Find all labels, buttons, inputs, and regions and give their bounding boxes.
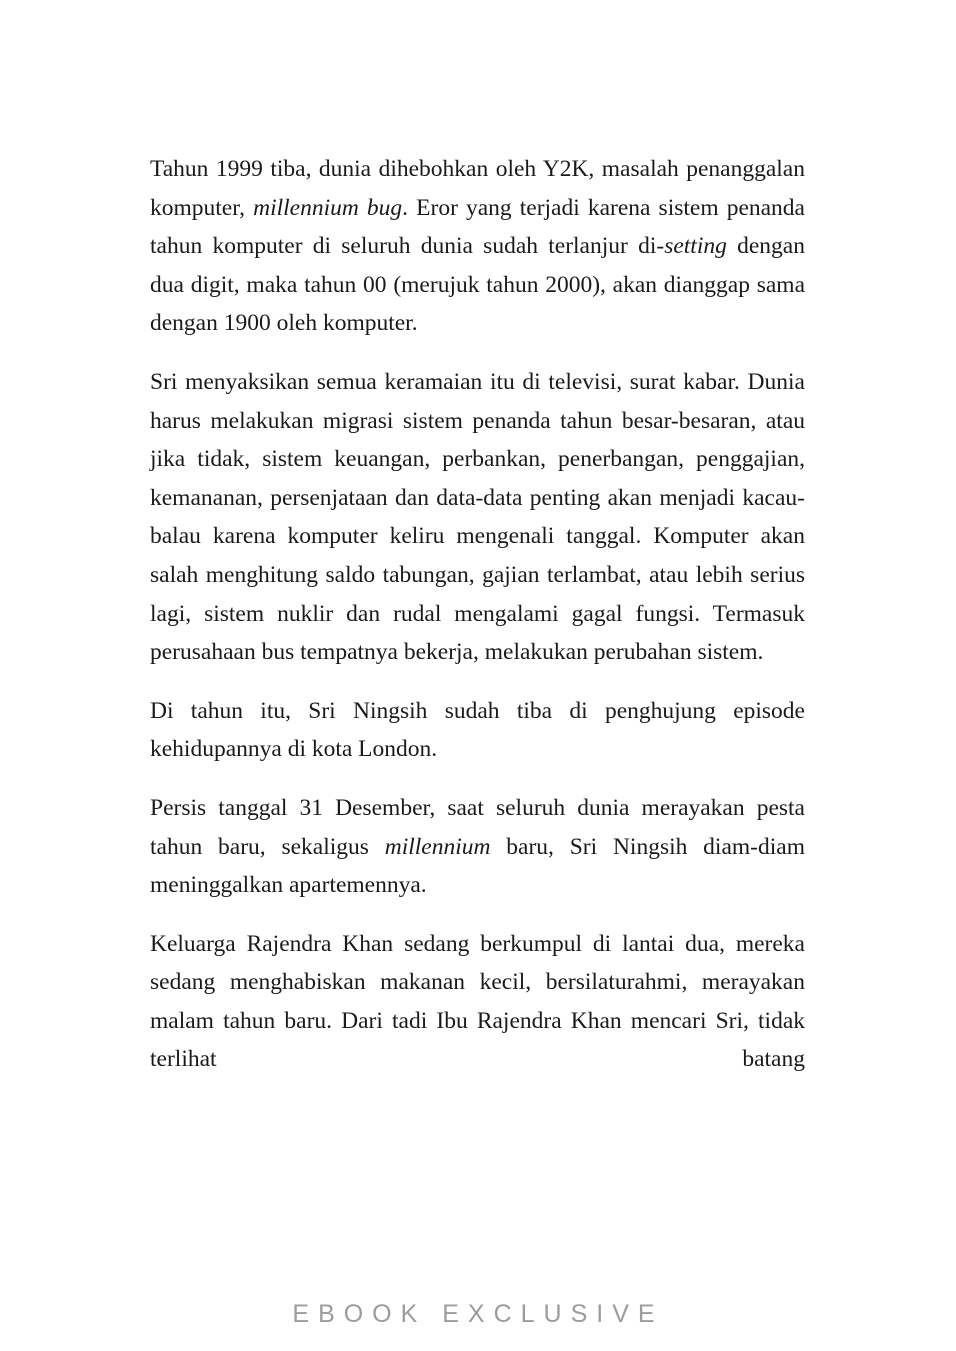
text-segment: Keluarga Rajendra Khan sedang berkumpul di lantai dua, mereka sedang menghabiskan makanan kecil, bersilaturahmi, merayakan malam tahun baru. Dari tadi Ibu Rajendra Khan mencari Sri, tidak terlihat batang	[150, 930, 805, 1073]
text-segment: Persis tanggal 31 Desember, saat seluruh dunia merayakan pesta tahun baru, sekaligus	[150, 794, 805, 860]
paragraph-new-year	[150, 789, 805, 905]
text-segment: baru, Sri Ningsih diam-diam meninggalkan apartemennya.	[150, 833, 805, 899]
italic-term: setting	[664, 233, 727, 260]
paragraph-london	[150, 692, 805, 769]
text-segment: Di tahun itu, Sri Ningsih sudah tiba di penghujung episode kehidupannya di kota London.	[150, 697, 805, 763]
paragraph-migration	[150, 363, 805, 672]
text-segment: Tahun 1999 tiba, dunia dihebohkan oleh Y2K, masalah penanggalan komputer,	[150, 156, 805, 221]
ebook-exclusive-footer: EBOOK EXCLUSIVE	[292, 1300, 664, 1328]
text-segment: dengan dua digit, maka tahun 00 (merujuk tahun 2000), akan dianggap sama dengan 1900 oleh komputer.	[150, 233, 805, 337]
italic-term: millennium bug	[253, 194, 403, 221]
text-segment: Sri menyaksikan semua keramaian itu di televisi, surat kabar. Dunia harus melakukan migrasi sistem penanda tahun besar-besaran, atau jika tidak, sistem keuangan, perbankan, penerbangan, penggajian, kemananan, persenjataan dan data-data penting akan menjadi kacau-balau karena komputer keliru mengenali tanggal. Komputer akan salah menghitung saldo tabungan, gajian terlambat, atau lebih serius lagi, sistem nuklir dan rudal mengalami gagal fungsi. Termasuk perusahaan bus tempatnya bekerja, melakukan perubahan sistem.	[150, 368, 805, 666]
text-segment: . Eror yang terjadi karena sistem penanda tahun komputer di seluruh dunia sudah terlanjur di-	[150, 194, 805, 260]
paragraph-y2k	[150, 150, 805, 343]
page-body	[150, 150, 805, 1079]
paragraph-rajendra-khan	[150, 925, 805, 1079]
italic-term: millennium	[384, 833, 491, 860]
